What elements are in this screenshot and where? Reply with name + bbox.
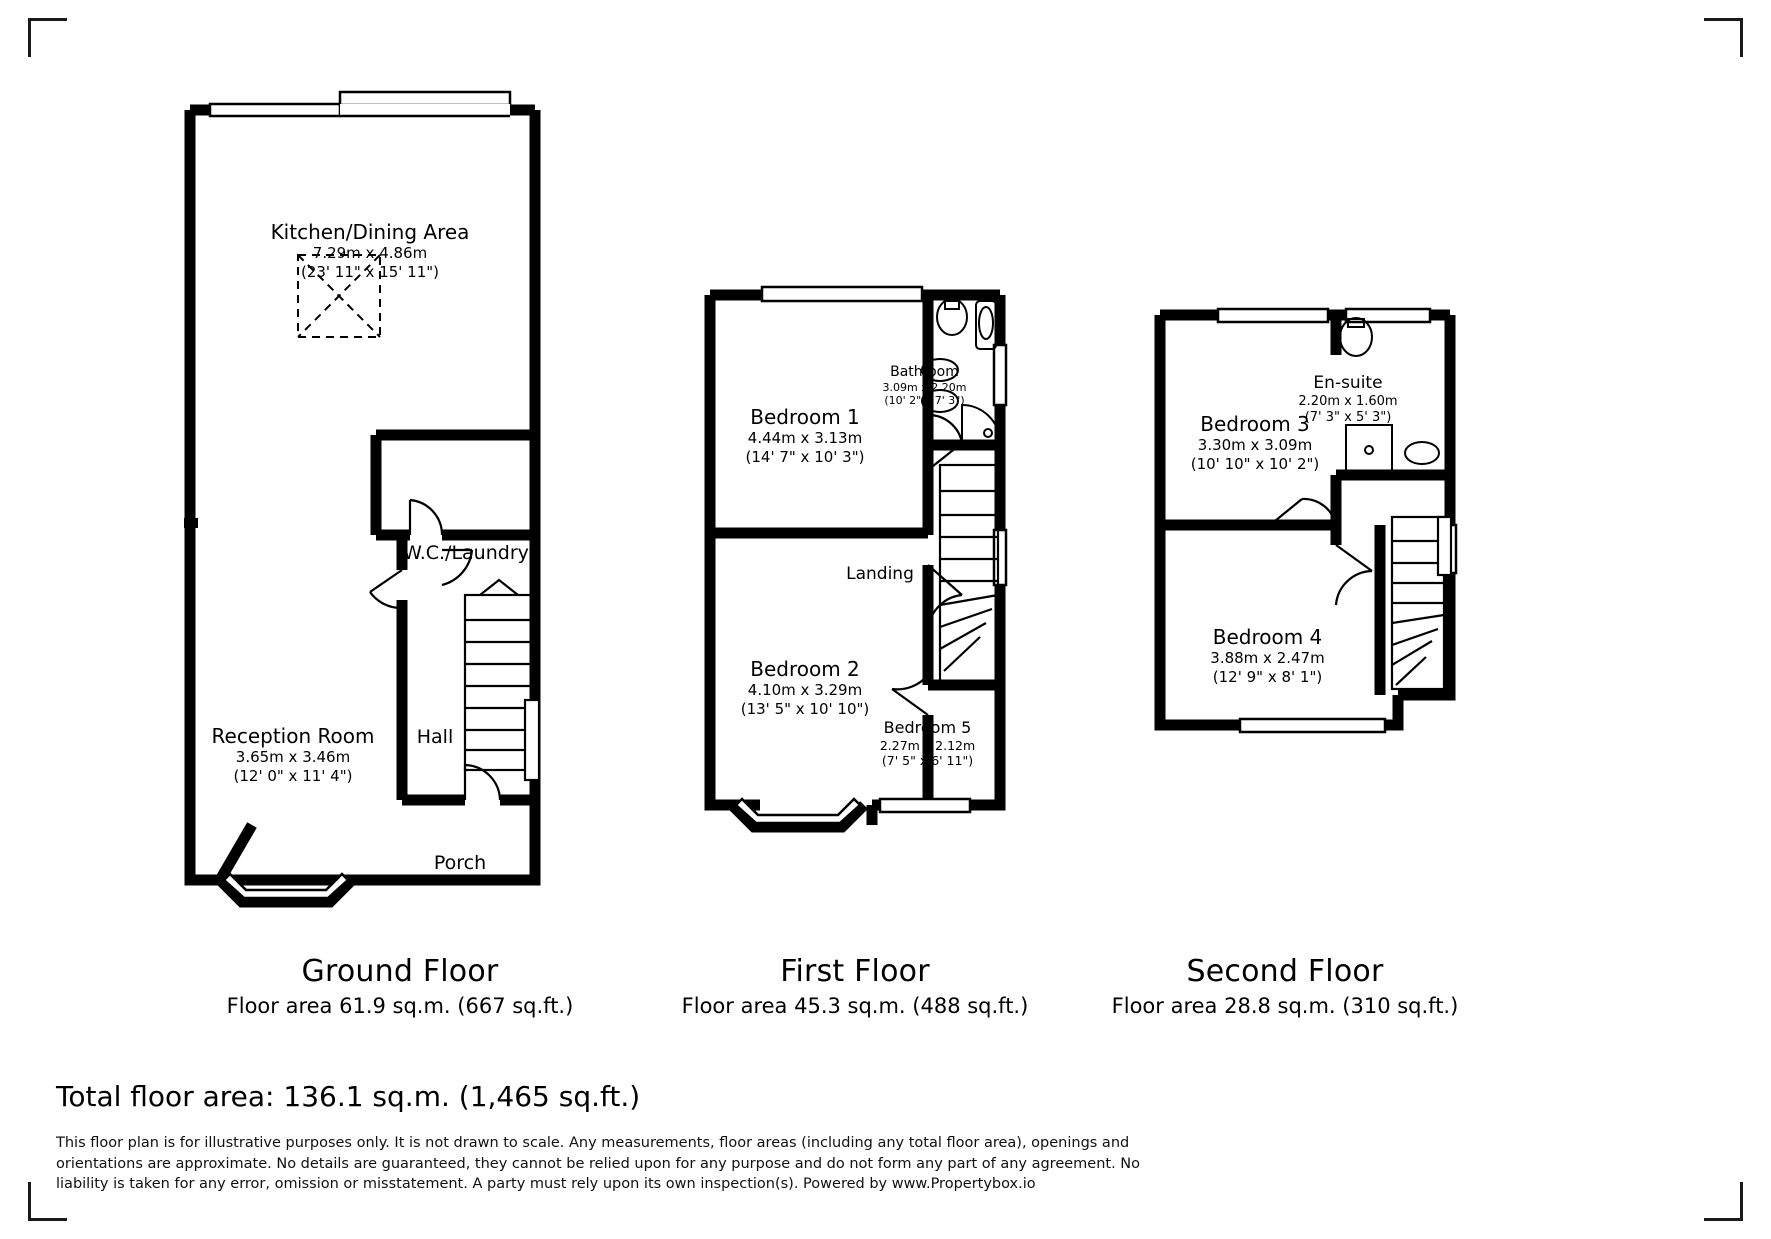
second-floor-plan: [1150, 295, 1550, 765]
room-label-reception-room: Reception Room 3.65m x 3.46m (12' 0" x 11' 4"): [211, 724, 375, 785]
room-label-porch: Porch: [433, 852, 487, 874]
ground-floor-plan: [180, 80, 610, 910]
room-label-bedroom-3: Bedroom 3 3.30m x 3.09m (10' 10" x 10' 2"): [1190, 412, 1320, 473]
room-label-wc-laundry: W.C./Laundry: [403, 542, 529, 564]
room-label-hall: Hall: [416, 726, 454, 748]
room-label-landing: Landing: [846, 564, 914, 584]
room-label-bedroom-1: Bedroom 1 4.44m x 3.13m (14' 7" x 10' 3"): [745, 405, 865, 466]
room-label-bedroom-5: Bedroom 5 2.27m x 2.12m (7' 5" x 6' 11"): [879, 718, 976, 768]
crop-mark-top-right: [1704, 18, 1743, 57]
crop-mark-top-left: [28, 18, 67, 57]
disclaimer-text: This floor plan is for illustrative purposes only. It is not drawn to scale. Any measurements, floor areas (including any total floor area), openings and orientations are approximate. No details are guaranteed, they cannot be relied upon for any purpose and do not form any part of any agreement. No liability is taken for any error, omission or misstatement. A party must rely upon its own inspection(s). Powered by www.Propertybox.io: [56, 1135, 1141, 1193]
room-label-en-suite: En-suite 2.20m x 1.60m (7' 3" x 5' 3"): [1298, 373, 1398, 425]
total-floor-area: Total floor area: 136.1 sq.m. (1,465 sq.ft.): [56, 1080, 641, 1113]
first-floor-plan: [700, 265, 1120, 905]
ground-floor-caption: Ground Floor Floor area 61.9 sq.m. (667 sq.ft.): [226, 954, 574, 1018]
room-label-bathroom: Bathroom 3.09m x 2.20m (10' 2" x 7' 3"): [882, 364, 967, 408]
crop-mark-bottom-right: [1704, 1182, 1743, 1221]
second-floor-caption: Second Floor Floor area 28.8 sq.m. (310 sq.ft.): [1111, 954, 1459, 1018]
first-floor-caption: First Floor Floor area 45.3 sq.m. (488 sq.ft.): [681, 954, 1029, 1018]
room-label-bedroom-2: Bedroom 2 4.10m x 3.29m (13' 5" x 10' 10"): [740, 657, 870, 718]
room-label-bedroom-4: Bedroom 4 3.88m x 2.47m (12' 9" x 8' 1"): [1210, 625, 1325, 686]
room-label-kitchen-dining: Kitchen/Dining Area 7.29m x 4.86m (23' 11" x 15' 11"): [270, 220, 470, 281]
